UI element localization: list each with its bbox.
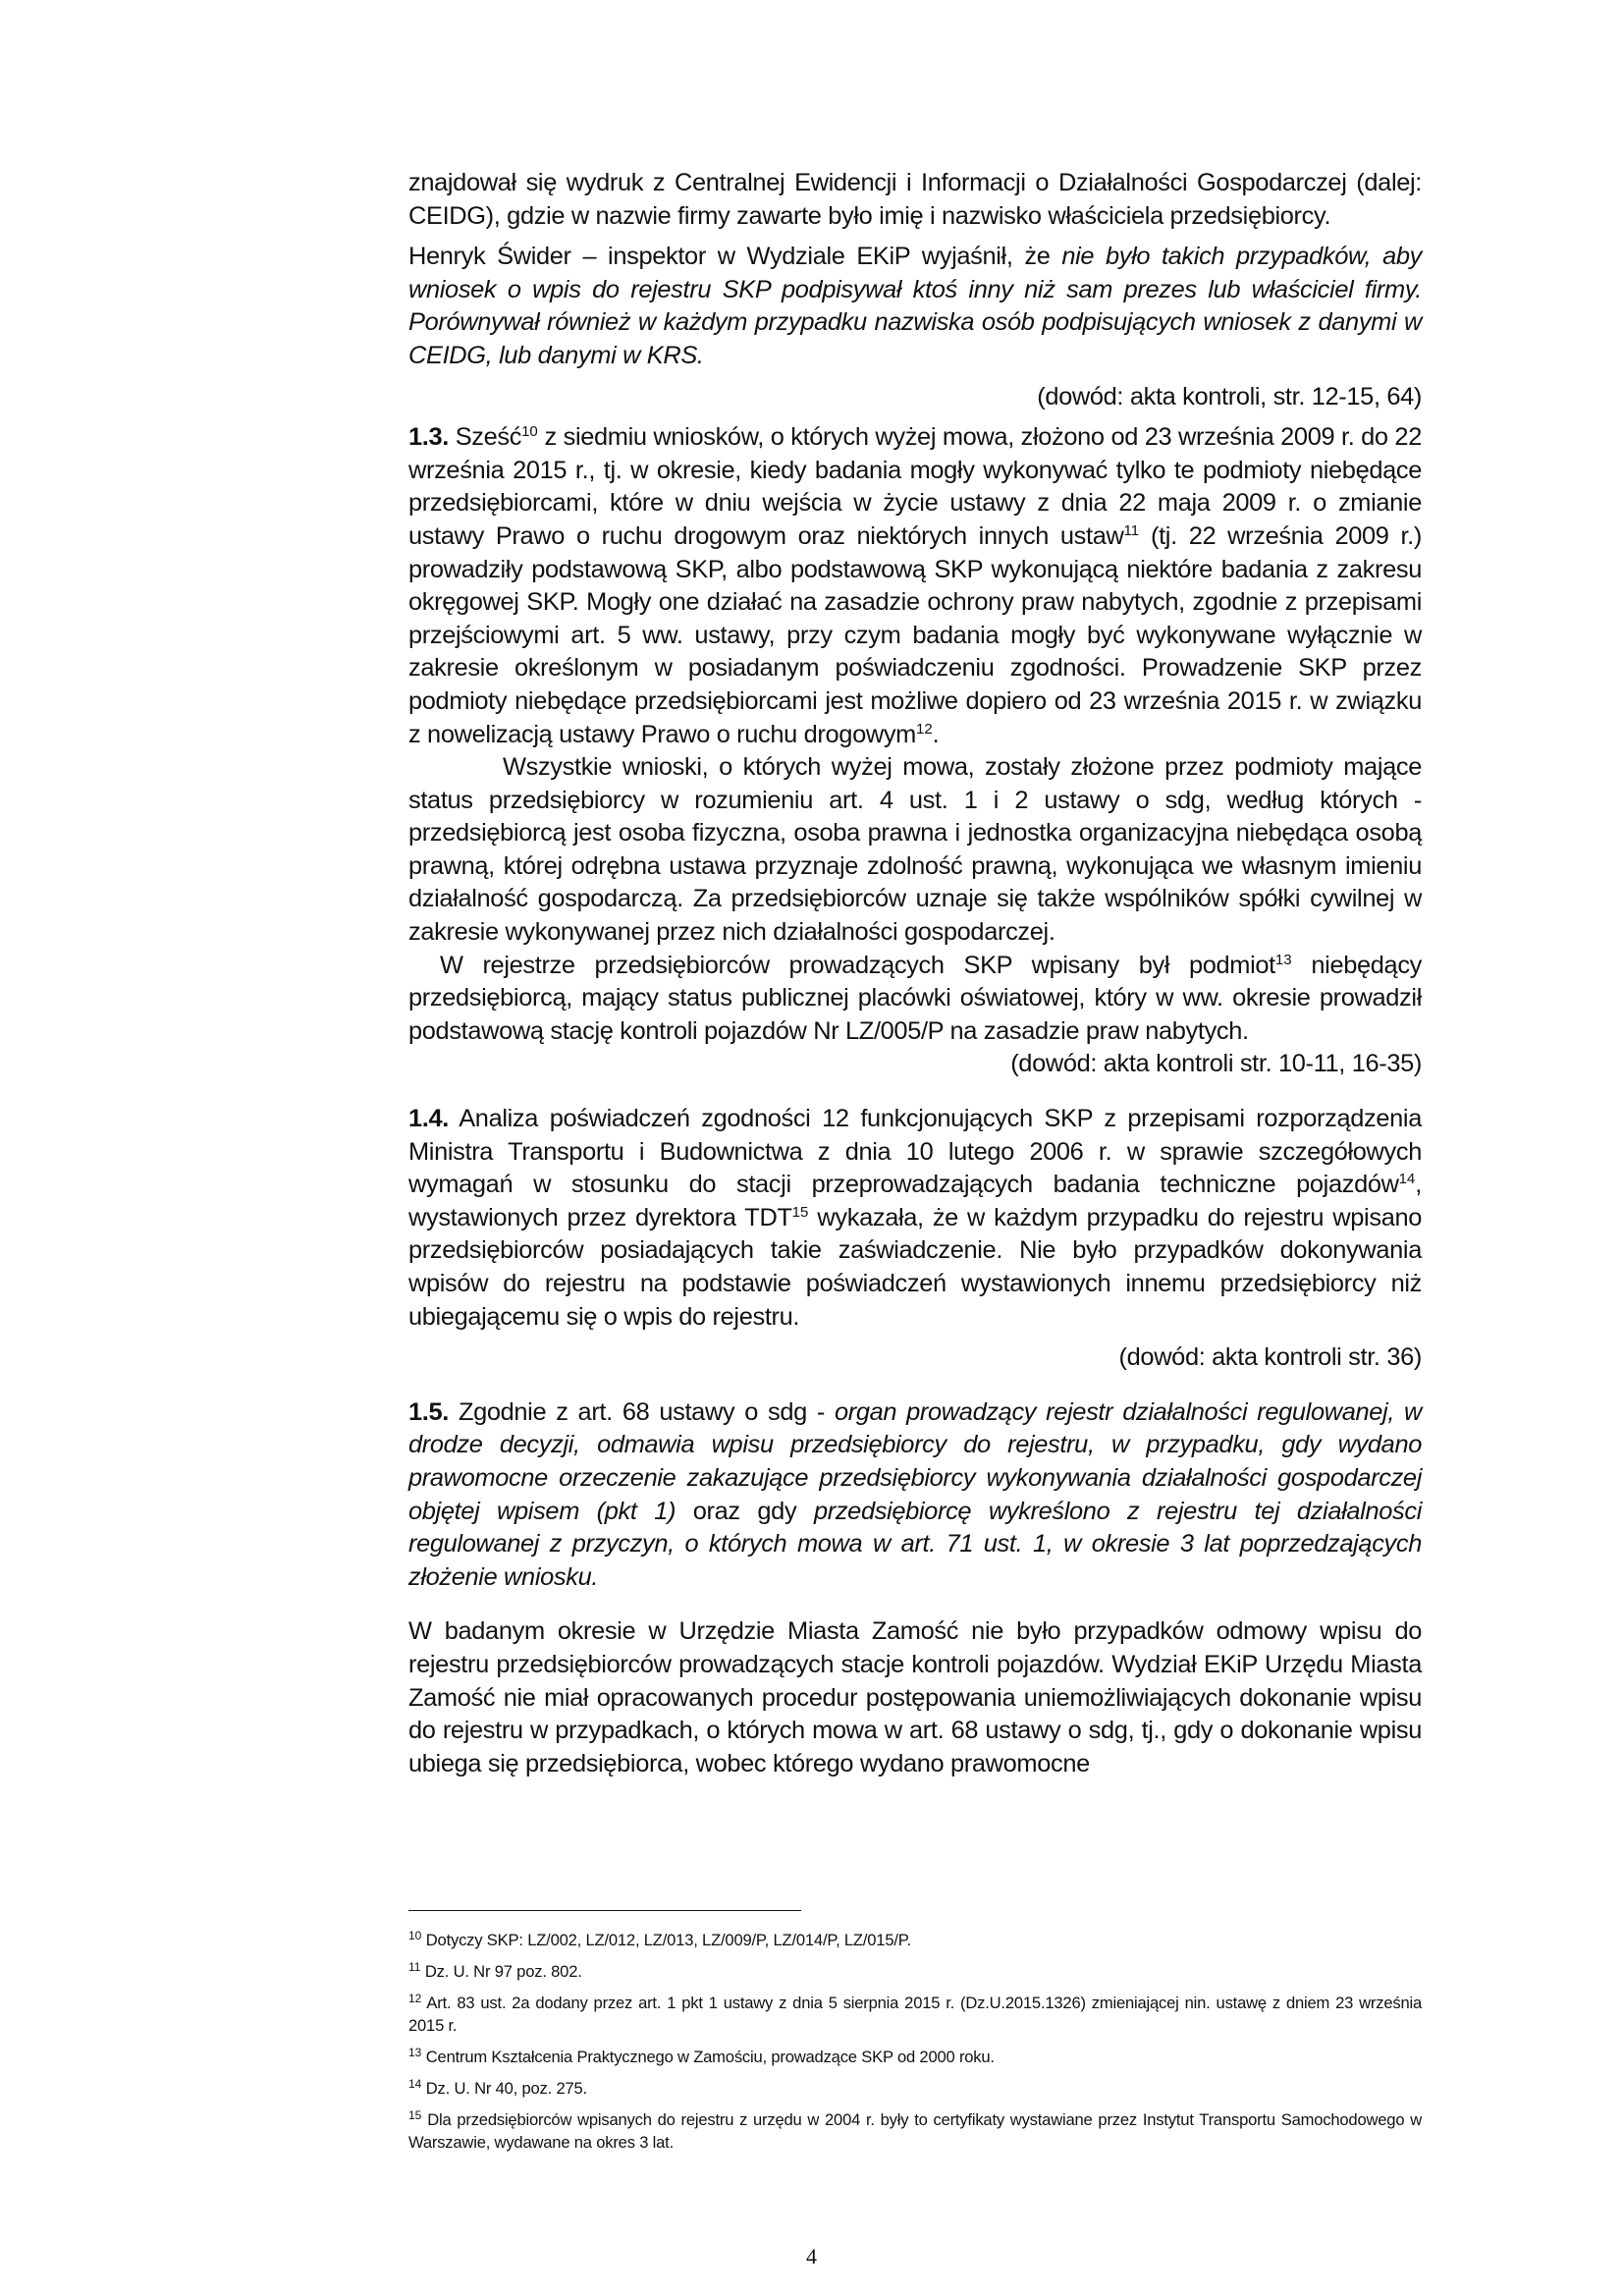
quoted-law: organ prowadzący rejestr działalności regulowanej, w drodze decyzji, odmawia wpisu przedsiębiorcy do rejestru, w przypadku, gdy wydano prawomocne orzeczenie zakazujące przedsiębiorcy wykonywania działalności gospodarczej objętej wpisem (pkt 1): [408, 1397, 1422, 1525]
paragraph-inspector-statement: [408, 241, 1422, 372]
footnote-text: Dla przedsiębiorców wpisanych do rejestru z urzędu w 2004 r. były to certyfikaty wystawiane przez Instytut Transportu Samochodowego w Warszawie, wydawane na okres 3 lat.: [408, 2110, 1422, 2152]
footnote-separator: [408, 1910, 801, 1911]
quoted-law: przedsiębiorcę wykreślono z rejestru tej działalności regulowanej z przyczyn, o których mowa w art. 71 ust. 1, w okresie 3 lat poprzedzających złożenie wniosku.: [408, 1497, 1422, 1591]
footnote-text: Dotyczy SKP: LZ/002, LZ/012, LZ/013, LZ/009/P, LZ/014/P, LZ/015/P.: [421, 1931, 911, 1949]
footnote: [408, 1960, 1422, 1983]
footnote-text: Art. 83 ust. 2a dodany przez art. 1 pkt 1 ustawy z dnia 5 sierpnia 2015 r. (Dz.U.2015.1326) zmieniającej nin. ustawę z dniem 23 września 2015 r.: [408, 1994, 1422, 2035]
footnote-number: 14: [408, 2077, 422, 2091]
section-number: 1.4.: [408, 1105, 449, 1133]
evidence-reference: (dowód: akta kontroli str. 10-11, 16-35): [1010, 1050, 1422, 1078]
footnote-text: Dz. U. Nr 40, poz. 275.: [421, 2079, 587, 2098]
footnote-number: 11: [408, 1960, 421, 1974]
paragraph-text: .: [932, 720, 940, 748]
footnote-ref: 11: [1123, 521, 1140, 539]
section-1-5: [408, 1396, 1422, 1595]
footnote: [408, 1929, 1422, 1951]
paragraph-text: Henryk Świder – inspektor w Wydziale EKiP wyjaśnił, że: [408, 243, 1062, 271]
footnote-number: 13: [408, 2046, 422, 2059]
paragraph-ceidg: [408, 167, 1422, 233]
paragraph-text: , wystawionych przez dyrektora TDT: [408, 1171, 1422, 1231]
paragraph-text: znajdował się wydruk z Centralnej Ewidencji i Informacji o Działalności Gospodarczej (dalej: CEIDG), gdzie w nazwie firmy zawarte było imię i nazwisko właściciela przedsiębiorcy.: [408, 169, 1422, 230]
paragraph-text: Wszystkie wnioski, o których wyżej mowa, zostały złożone przez podmioty mające status przedsiębiorcy w rozumieniu art. 4 ust. 1 i 2 ustawy o sdg, według których - przedsiębiorcą jest osoba fizyczna, osoba prawna i jednostka organizacyjna niebędąca osobą prawną, której odrębna ustawa przyznaje zdolność prawną, wykonująca we własnym imieniu działalność gospodarczą. Za przedsiębiorców uznaje się także wspólników spółki cywilnej w zakresie wykonywanej przez nich działalności gospodarczej.: [408, 753, 1422, 947]
paragraph-zamosc-findings: [408, 1615, 1422, 1780]
evidence-reference: (dowód: akta kontroli, str. 12-15, 64): [1037, 382, 1422, 410]
evidence-reference: (dowód: akta kontroli str. 36): [1118, 1343, 1422, 1372]
page-number: 4: [806, 2244, 817, 2269]
paragraph-text: Analiza poświadczeń zgodności 12 funkcjonujących SKP z przepisami rozporządzenia Ministra Transportu i Budownictwa z dnia 10 lutego 2006 r. w sprawie szczegółowych wymagań w stosunku do stacji przeprowadzających badania techniczne pojazdów: [408, 1105, 1422, 1199]
paragraph-text: z siedmiu wniosków, o których wyżej mowa, złożono od 23 września 2009 r. do 22 września 2015 r., tj. w okresie, kiedy badania mogły wykonywać tylko te podmioty niebędące przedsiębiorcami, które w dniu wejścia w życie ustawy z dnia 22 maja 2009 r. o zmianie ustawy Prawo o ruchu drogowym oraz niektórych innych ustaw: [408, 423, 1422, 550]
footnote: [408, 2108, 1422, 2154]
section-1-4: [408, 1103, 1422, 1334]
paragraph-text: oraz gdy: [676, 1497, 814, 1525]
section-number: 1.5.: [408, 1397, 449, 1426]
section-number: 1.3.: [408, 423, 449, 452]
paragraph-text: W badanym okresie w Urzędzie Miasta Zamość nie było przypadków odmowy wpisu do rejestru przedsiębiorców prowadzących stacje kontroli pojazdów. Wydział EKiP Urzędu Miasta Zamość nie miał opracowanych procedur postępowania uniemożliwiających dokonanie wpisu do rejestru w przypadkach, o których mowa w art. 68 ustawy o sdg, tj., gdy o dokonanie wpisu ubiega się przedsiębiorca, wobec którego wydano prawomocne: [408, 1617, 1422, 1777]
paragraph-applications-status: [408, 751, 1422, 950]
footnote-number: 10: [408, 1929, 422, 1942]
footnote-number: 15: [408, 2108, 422, 2122]
quoted-statement: nie było takich przypadków, aby wniosek o wpis do rejestru SKP podpisywał ktoś inny niż sam prezes lub właściciel firmy. Porównywał również w każdym przypadku nazwiska osób podpisujących wniosek z danymi w CEIDG, lub danymi w KRS.: [408, 243, 1422, 369]
paragraph-text: Zgodnie z art. 68 ustawy o sdg -: [448, 1397, 835, 1426]
footnote-ref: 10: [521, 423, 538, 441]
footnote: [408, 2077, 1422, 2100]
paragraph-text: W rejestrze przedsiębiorców prowadzących SKP wpisany był podmiot: [440, 951, 1275, 979]
footnote-ref: 12: [915, 720, 933, 738]
paragraph-text: Sześć: [448, 423, 522, 452]
footnotes: [408, 1929, 1422, 2162]
paragraph-text: (tj. 22 września 2009 r.) prowadziły podstawową SKP, albo podstawową SKP wykonującą niektóre badania z zakresu okręgowej SKP. Mogły one działać na zasadzie ochrony praw nabytych, zgodnie z przepisami przejściowymi art. 5 ww. ustawy, przy czym badania mogły być wykonywane wyłącznie w zakresie określonym w posiadanym poświadczeniu zgodności. Prowadzenie SKP przez podmioty niebędące przedsiębiorcami jest możliwe dopiero od 23 września 2015 r. w związku z nowelizacją ustawy Prawo o ruchu drogowym: [408, 521, 1422, 748]
paragraph-registry-entity: [408, 950, 1422, 1049]
document-body: [408, 167, 1422, 1780]
footnote-number: 12: [408, 1992, 422, 2005]
footnote-text: Centrum Kształcenia Praktycznego w Zamościu, prowadzące SKP od 2000 roku.: [421, 2048, 995, 2066]
paragraph-text: niebędący przedsiębiorcą, mający status publicznej placówki oświatowej, który w ww. okresie prowadził podstawową stację kontroli pojazdów Nr LZ/005/P na zasadzie praw nabytych.: [408, 951, 1423, 1045]
section-1-3: [408, 421, 1422, 751]
footnote-ref: 13: [1274, 951, 1292, 968]
paragraph-text: wykazała, że w każdym przypadku do rejestru wpisano przedsiębiorców posiadających takie zaświadczenie. Nie było przypadków dokonywania wpisów do rejestru na podstawie poświadczeń wystawionych innemu przedsiębiorcy niż ubiegającemu się o wpis do rejestru.: [408, 1203, 1423, 1331]
footnote: [408, 2046, 1422, 2068]
footnote-text: Dz. U. Nr 97 poz. 802.: [420, 1962, 582, 1981]
footnote-ref: 15: [791, 1203, 809, 1221]
footnote-ref: 14: [1398, 1171, 1416, 1188]
footnote: [408, 1992, 1422, 2037]
